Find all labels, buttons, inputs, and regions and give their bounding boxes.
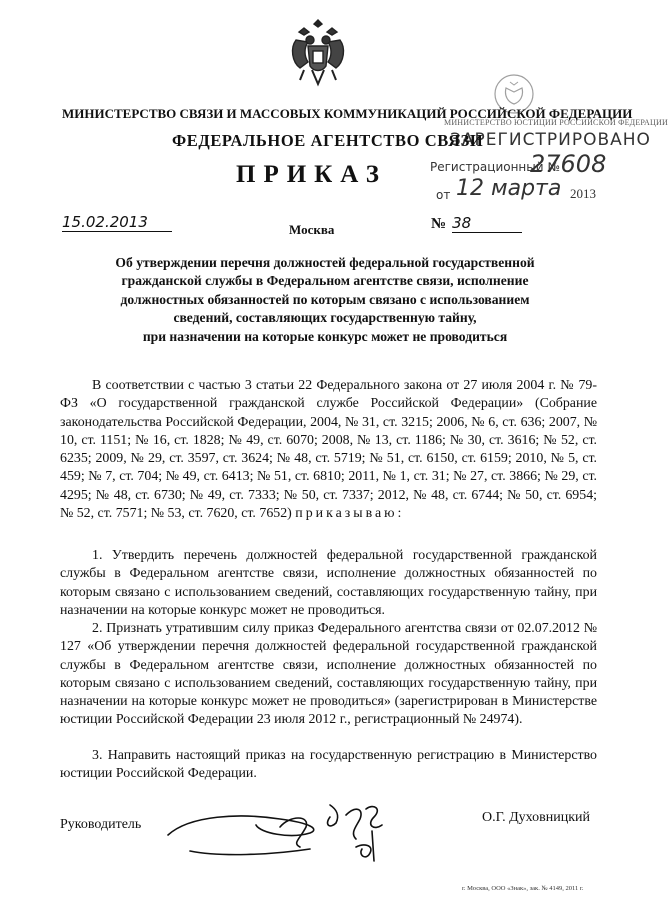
stamp-date-label: от — [436, 188, 451, 202]
document-date: 15.02.2013 — [62, 213, 172, 232]
document-city: Москва — [289, 222, 335, 237]
signatory-position: Руководитель — [60, 817, 142, 832]
heading-line: сведений, составляющих государственную тайну, — [173, 310, 477, 326]
number-value: 38 — [452, 214, 522, 233]
document-number — [431, 214, 522, 233]
order-item-3: 3. Направить настоящий приказ на государственную регистрацию в Министерство юстиции Российской Федерации. — [60, 748, 597, 782]
signatory-name: О.Г. Духовницкий — [482, 810, 591, 825]
order-item-2: 2. Признать утратившим силу приказ Федерального агентства связи от 02.07.2012 № 127 «Об утверждении перечня должностей федеральной государственной гражданской службы в Федеральном агентстве связи, исполнение должностных обязанностей по которым связано с использованием сведений, составляющих государственную тайну, при назначении на которые конкурс может не проводиться» (зарегистрирован в Министерстве юстиции Российской Федерации 23 июля 2012 г., регистрационный № 24974). — [60, 621, 597, 728]
stamp-date: 12 марта — [456, 176, 562, 201]
heading-line: при назначении на которые конкурс может не проводиться — [142, 328, 508, 344]
stamp-registered: ЗАРЕГИСТРИРОВАНО — [450, 130, 651, 150]
intro-paragraph — [60, 377, 597, 523]
heading-line: должностных обязанностей по которым связано с использованием — [120, 291, 530, 307]
order-item-1: 1. Утвердить перечень должностей федеральной государственной гражданской службы в Федеральном агентстве связи, исполнение должностных обязанностей по которым связано с использованием сведений, составляющих государственную тайну, при назначении на которые конкурс может не проводиться. — [60, 548, 597, 618]
heading-line: гражданской службы в Федеральном агентстве связи, исполнение — [121, 273, 529, 289]
document-heading — [60, 254, 590, 346]
stamp-year: 2013 — [570, 186, 596, 201]
order-word: приказываю: — [295, 506, 405, 522]
stamp-number: 27608 — [530, 150, 607, 178]
ministry-name: МИНИСТЕРСТВО СВЯЗИ И МАССОВЫХ КОММУНИКАЦИЙ РОССИЙСКОЙ ФЕДЕРАЦИИ — [62, 106, 633, 121]
handwritten-signature-icon — [160, 795, 420, 875]
intro-text: В соответствии с частью 3 статьи 22 Федерального закона от 27 июля 2004 г. № 79-ФЗ «О государственной гражданской службе Российской Федерации» (Собрание законодательства Российской Федерации, 2004, № 31, ст. 3215; 2006, № 6, ст. 636; 2007, № 10, ст. 1151; № 16, ст. 1828; № 49, ст. 6070; 2008, № 13, ст. 1186; № 30, ст. 3616; № 52, ст. 6235; 2009, № 29, ст. 3597, ст. 3624; № 48, ст. 5719; № 51, ст. 6150, ст. 6159; 2010, № 5, ст. 459; № 7, ст. 704; № 49, ст. 6413; № 51, ст. 6810; 2011, № 1, ст. 31; № 27, ст. 3866; № 29, ст. 4295; № 48, ст. 6730; № 49, ст. 7333; № 50, ст. 7337; 2012, № 48, ст. 6744; № 50, ст. 6954; № 52, ст. 7571; № 53, ст. 7620, ст. 7652) — [60, 378, 597, 522]
coat-of-arms-icon — [282, 14, 354, 90]
heading-line: Об утверждении перечня должностей федеральной государственной — [115, 255, 535, 270]
document-title: ПРИКАЗ — [236, 161, 387, 188]
print-footer: г. Москва, ООО «Знак», зак. № 4149, 2011 г. — [462, 885, 584, 892]
stamp-number-label: Регистрационный № — [430, 160, 560, 174]
stamp-ministry-text: МИНИСТЕРСТВО ЮСТИЦИИ РОССИЙСКОЙ ФЕДЕРАЦИИ — [444, 118, 668, 127]
number-sign: № — [431, 216, 447, 232]
agency-name: ФЕДЕРАЛЬНОЕ АГЕНТСТВО СВЯЗИ — [172, 131, 484, 150]
